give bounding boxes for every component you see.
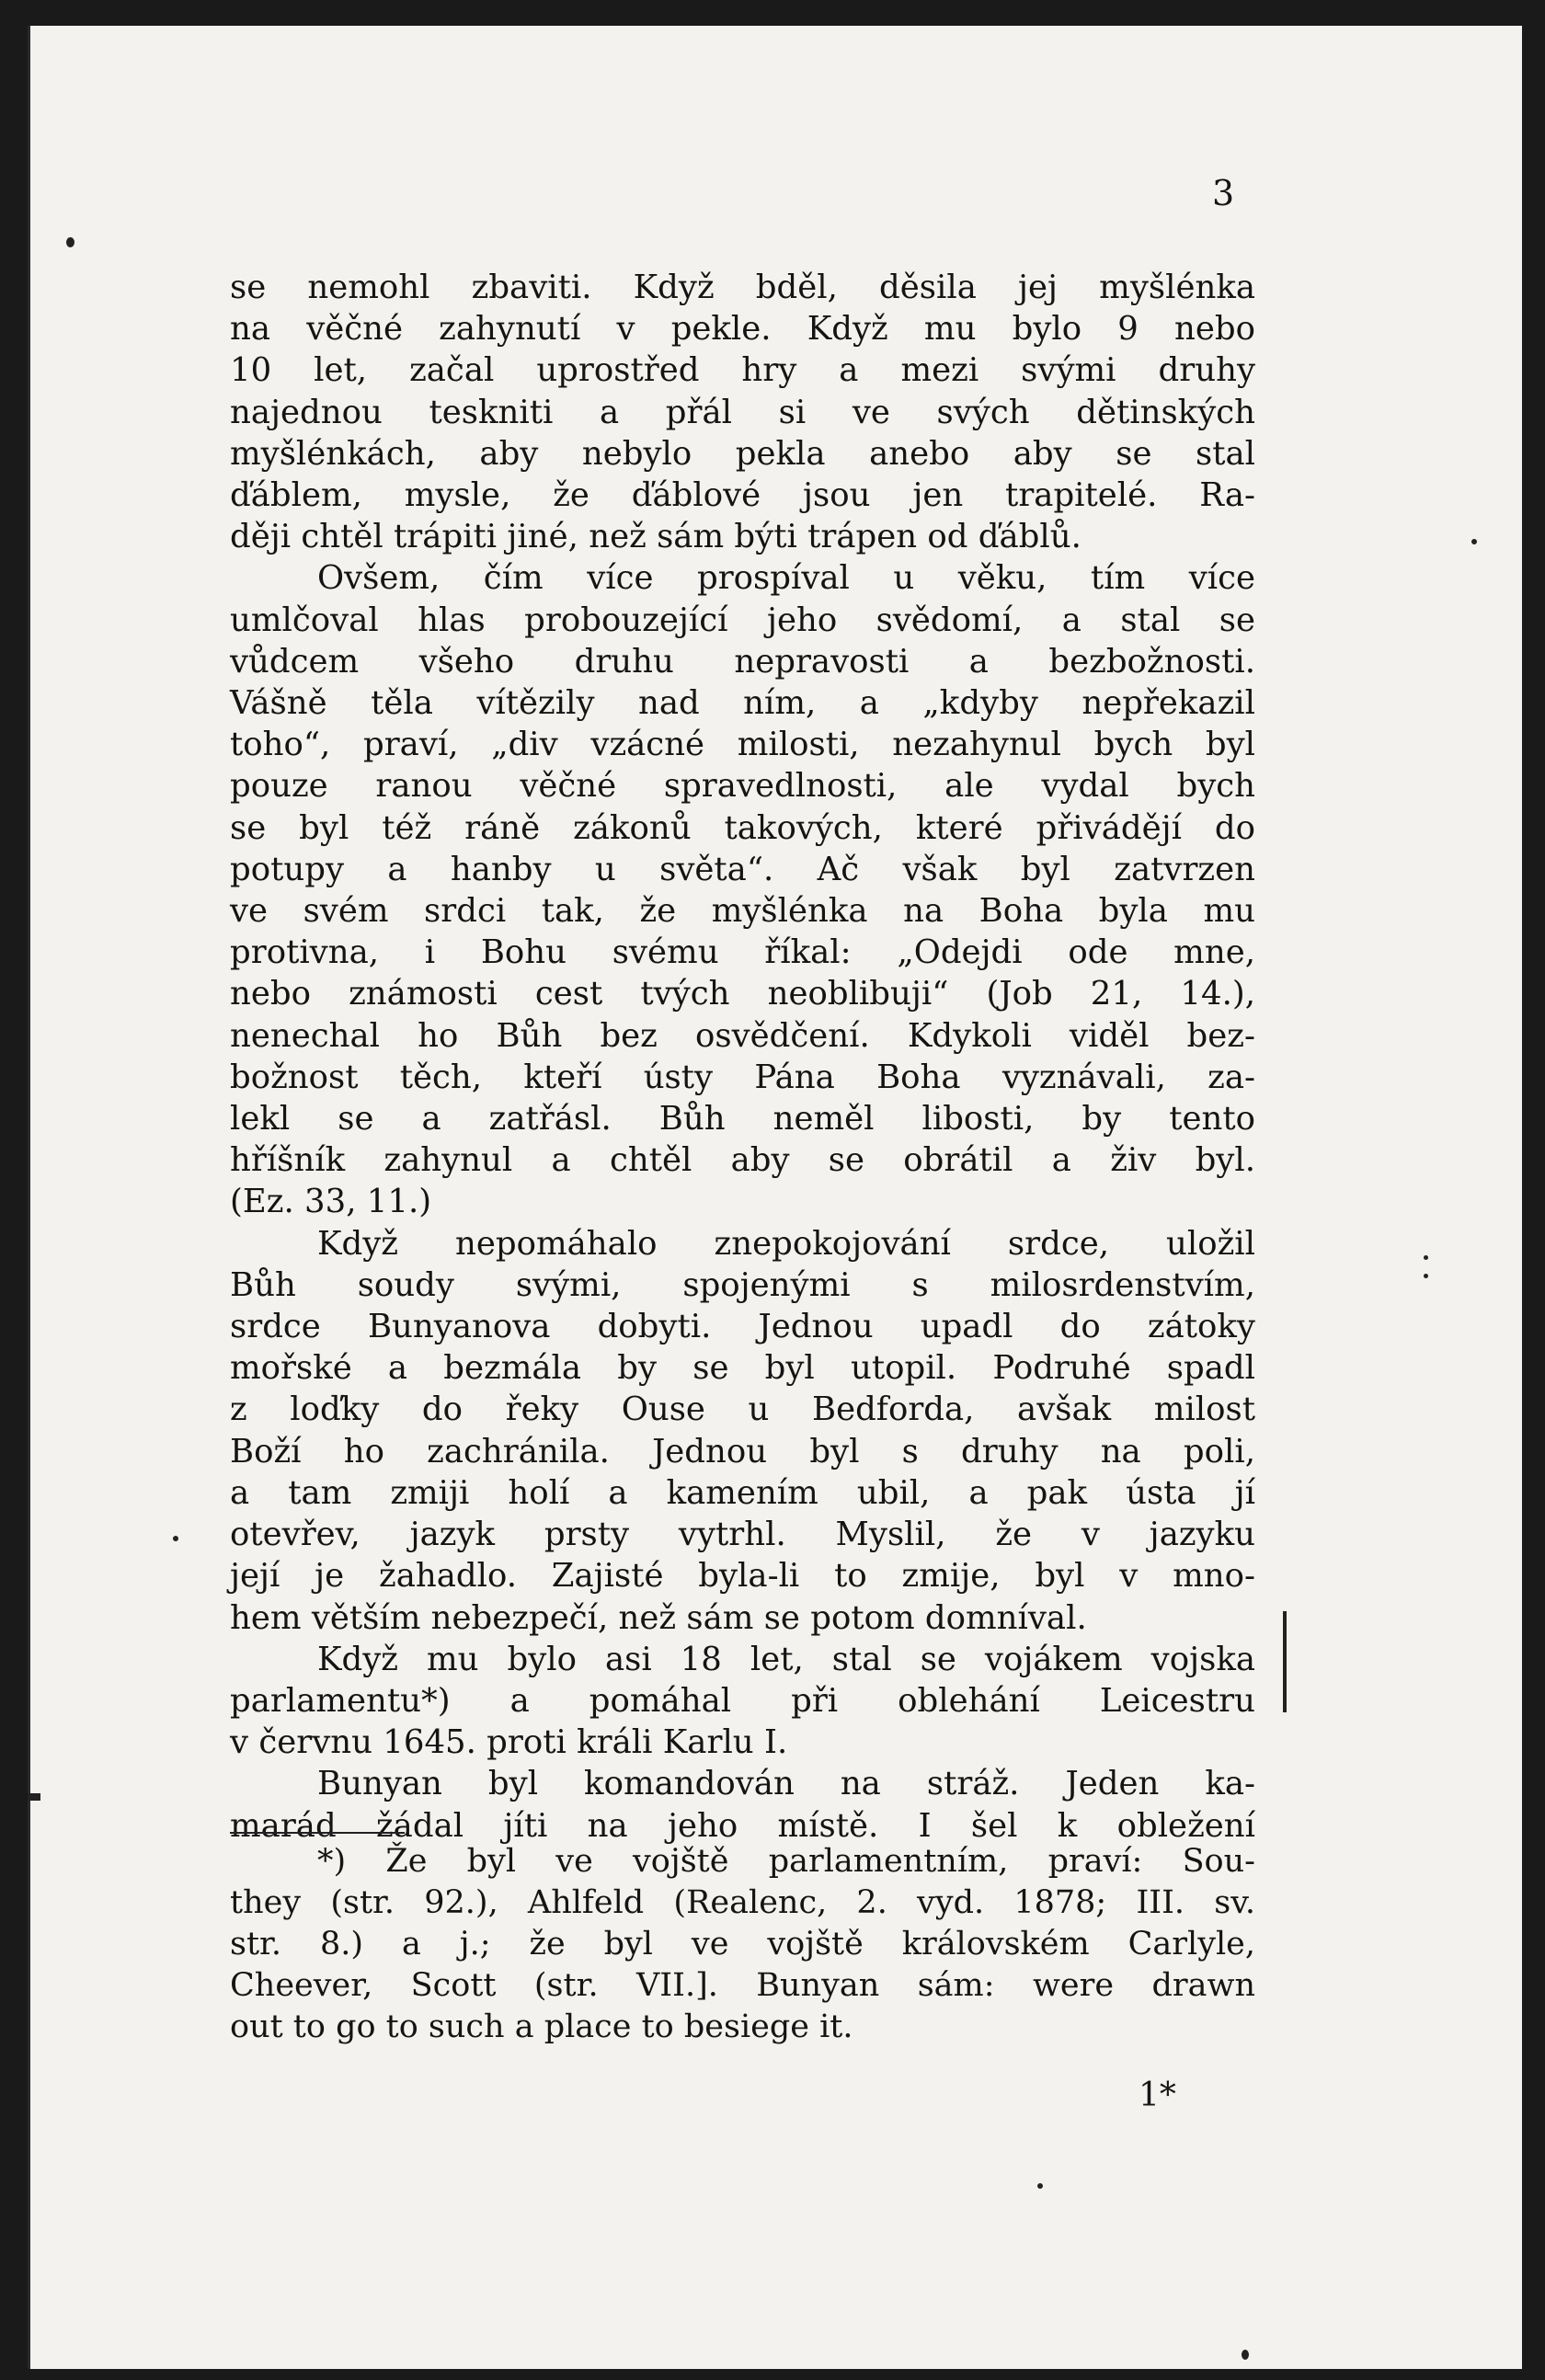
scan-speck <box>66 237 74 247</box>
footnote-divider <box>230 1832 405 1834</box>
footnote <box>230 1841 1255 2048</box>
text-line: v červnu 1645. proti králi Karlu I. <box>230 1723 788 1762</box>
text-line: ději chtěl trápiti jiné, než sám býti trápen od ďáblů. <box>230 518 1082 556</box>
text-line: lekl se a zatřásl. Bůh neměl libosti, by tento <box>230 1100 1255 1139</box>
text-line: nebo známosti cest tvých neoblibuji“ (Job 21, 14.), <box>230 975 1255 1013</box>
text-line: pouze ranou věčné spravedlnosti, ale vydal bych <box>230 767 1255 806</box>
scan-speck <box>1242 2350 1249 2360</box>
text-line: ve svém srdci tak, že myšlénka na Boha byla mu <box>230 892 1255 931</box>
text-line: nenechal ho Bůh bez osvědčení. Kdykoli viděl bez- <box>230 1016 1255 1055</box>
text-line: myšlénkách, aby nebylo pekla anebo aby se stal <box>230 434 1255 473</box>
scan-speck <box>1037 2183 1043 2189</box>
text-line: mořské a bezmála by se byl utopil. Podruhé spadl <box>230 1349 1255 1388</box>
text-line: najednou teskniti a přál si ve svých dětinských <box>230 393 1255 431</box>
text-line: Bůh soudy svými, spojenými s milosrdenstvím, <box>230 1265 1255 1304</box>
scan-speck <box>1424 1274 1428 1278</box>
footnote-line: str. 8.) a j.; že byl ve vojště královském Carlyle, <box>230 1926 1255 1962</box>
text-line: se byl též ráně zákonů takových, které přivádějí do <box>230 808 1255 847</box>
footnote-line: out to go to such a place to besiege it. <box>230 2008 853 2045</box>
scan-speck <box>1471 539 1477 544</box>
text-line: umlčoval hlas probouzející jeho svědomí, a stal se <box>230 601 1255 639</box>
text-line: 10 let, začal uprostřed hry a mezi svými druhy <box>230 351 1255 390</box>
text-line: srdce Bunyanova dobyti. Jednou upadl do zátoky <box>230 1308 1255 1346</box>
text-line: Boží ho zachránila. Jednou byl s druhy na poli, <box>230 1432 1255 1470</box>
text-line: na věčné zahynutí v pekle. Když mu bylo 9 nebo <box>230 310 1255 349</box>
footnote-line: Cheever, Scott (str. VII.]. Bunyan sám: were drawn <box>230 1967 1255 2004</box>
text-line: potupy a hanby u světa“. Ač však byl zatvrzen <box>230 850 1255 888</box>
text-line: hříšník zahynul a chtěl aby se obrátil a živ byl. <box>230 1141 1255 1180</box>
text-line: (Ez. 33, 11.) <box>230 1183 432 1221</box>
text-line: Vášně těla vítězily nad ním, a „kdyby nepřekazil <box>230 684 1255 723</box>
text-line: božnost těch, kteří ústy Pána Boha vyznávali, za- <box>230 1058 1255 1096</box>
text-line: a tam zmiji holí a kamením ubil, a pak ústa jí <box>230 1473 1255 1512</box>
text-line: její je žahadlo. Zajisté byla-li to zmije, byl v mno- <box>230 1557 1255 1596</box>
text-line: Když mu bylo asi 18 let, stal se vojákem vojska <box>317 1640 1255 1678</box>
text-line: Ovšem, čím více prospíval u věku, tím více <box>317 559 1255 598</box>
page-number: 3 <box>1212 173 1235 213</box>
text-line: Když nepomáhalo znepokojování srdce, uložil <box>317 1224 1255 1263</box>
printer-signature: 1* <box>1139 2077 1176 2114</box>
text-line: toho“, praví, „div vzácné milosti, nezahynul bych byl <box>230 726 1255 764</box>
text-line: parlamentu*) a pomáhal při oblehání Leicestru <box>230 1681 1255 1720</box>
text-line: z loďky do řeky Ouse u Bedforda, avšak milost <box>230 1390 1255 1429</box>
scan-speck <box>173 1536 178 1541</box>
footnote-line: *) Že byl ve vojště parlamentním, praví: Sou- <box>317 1843 1255 1880</box>
text-line: otevřev, jazyk prsty vytrhl. Myslil, že v jazyku <box>230 1516 1255 1554</box>
text-line: vůdcem všeho druhu nepravosti a bezbožnosti. <box>230 642 1255 681</box>
margin-mark <box>28 1793 40 1801</box>
margin-mark <box>1283 1611 1287 1712</box>
footnote-line: they (str. 92.), Ahlfeld (Realenc, 2. vyd. 1878; III. sv. <box>230 1884 1255 1921</box>
scan-speck <box>1424 1255 1428 1260</box>
text-line: marád žádal jíti na jeho místě. I šel k obležení <box>230 1806 1255 1845</box>
text-line: hem větším nebezpečí, než sám se potom domníval. <box>230 1598 1087 1637</box>
text-line: protivna, i Bohu svému říkal: „Odejdi ode mne, <box>230 933 1255 972</box>
text-line: Bunyan byl komandován na stráž. Jeden ka- <box>317 1765 1255 1803</box>
text-line: ďáblem, mysle, že ďáblové jsou jen trapitelé. Ra- <box>230 476 1255 515</box>
text-line: se nemohl zbaviti. Když bděl, děsila jej myšlénka <box>230 269 1255 306</box>
main-text <box>230 267 1255 1847</box>
